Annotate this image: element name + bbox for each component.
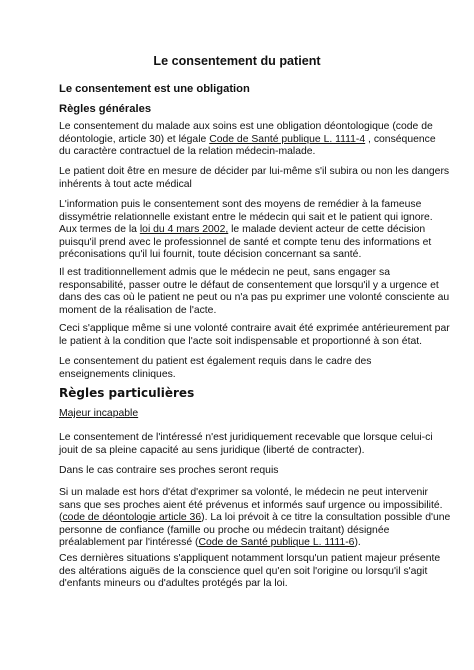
paragraph-3 bbox=[59, 199, 433, 262]
text-line: préalablement par l'intéressé (Code de Santé publique L. 1111-6). bbox=[59, 537, 361, 548]
text-line: jouit de sa pleine capacité au sens juridique (liberté de contracter). bbox=[59, 444, 365, 456]
text-line: le patient à la condition que l'acte soit indispensable et proportionné à son état. bbox=[59, 335, 423, 347]
paragraph-5 bbox=[59, 323, 450, 348]
text-line: préconisations qu'il lui fournit, toute décision concernant sa santé. bbox=[59, 249, 362, 260]
text-line: Il est traditionnellement admis que le médecin ne peut, sans engager sa bbox=[59, 267, 390, 278]
text-line: Aux termes de la loi du 4 mars 2002, le malade devient acteur de cette décision bbox=[59, 224, 426, 235]
text-line: dissymétrie relationnelle existant entre le médecin qui sait et le patient qui ignore. bbox=[59, 211, 433, 223]
paragraph-6 bbox=[59, 356, 429, 381]
heading-obligation: Le consentement est une obligation bbox=[59, 83, 250, 95]
reference-link[interactable]: code de déontologie article 36 bbox=[62, 512, 202, 523]
paragraph-2 bbox=[59, 166, 450, 191]
subheading-majeur-incapable: Majeur incapable bbox=[59, 408, 139, 419]
paragraph-9 bbox=[59, 487, 451, 550]
text-line: sans que ses proches aient été prévenus et informés sauf urgence ou impossibilité. bbox=[59, 499, 443, 511]
text-line: inhérents à tout acte médical bbox=[59, 178, 192, 190]
reference-link[interactable]: loi du 4 mars 2002, bbox=[139, 224, 229, 235]
text-line: Le patient doit être en mesure de décider par lui-même s'il subira ou non les dangers bbox=[59, 166, 450, 177]
text-line: responsabilité, passer outre le défaut de consentement que lorsqu'il y a urgence et bbox=[59, 279, 439, 291]
text-line: (code de déontologie article 36). La loi prévoit à ce titre la consultation possible d'une bbox=[59, 512, 451, 523]
text-line: L'information puis le consentement sont des moyens de remédier à la fameuse bbox=[59, 199, 422, 210]
text-line: d'enfants mineurs ou d'adultes protégés par la loi. bbox=[59, 578, 288, 589]
reference-link[interactable]: Code de Santé publique L. 1111-6 bbox=[198, 537, 355, 548]
reference-link[interactable]: Code de Santé publique L. 1111-4 bbox=[209, 133, 366, 145]
text-line: puisqu'il prend avec le professionnel de santé et compte tenu des informations et bbox=[59, 236, 432, 248]
text-line: Le consentement de l'intéressé n'est juridiquement recevable que lorsque celui-ci bbox=[59, 432, 433, 443]
text-line: des altérations aiguës de la conscience quel qu'en soit l'origine ou lorsqu'il s'agit bbox=[59, 565, 428, 577]
text-line: du caractère contractuel de la relation médecin-malade. bbox=[59, 146, 316, 157]
text-line: moment de la réalisation de l'acte. bbox=[59, 304, 217, 316]
paragraph-4 bbox=[59, 267, 450, 317]
text-line: Ces dernières situations s'appliquent notamment lorsqu'un patient majeur présente bbox=[59, 553, 441, 564]
text-line: personne de confiance (famille ou proche ou médecin traitant) désignée bbox=[59, 524, 390, 536]
heading-special-rules: Règles particulières bbox=[59, 386, 195, 400]
text-line: Si un malade est hors d'état d'exprimer sa volonté, le médecin ne peut intervenir bbox=[59, 487, 428, 498]
paragraph-10 bbox=[59, 553, 441, 591]
paragraph-8 bbox=[59, 465, 429, 478]
heading-general-rules: Règles générales bbox=[59, 103, 152, 115]
paragraph-7 bbox=[59, 432, 433, 457]
text-line: enseignements cliniques. bbox=[59, 368, 176, 380]
text-line: déontologie, article 30) et légale Code de Santé publique L. 1111-4 , conséquence bbox=[59, 133, 436, 145]
paragraph-1 bbox=[59, 121, 436, 159]
text-line: Le consentement du malade aux soins est une obligation déontologique (code de bbox=[59, 121, 433, 132]
text-line: dans des cas où le patient ne peut ou n'a pas pu exprimer une volonté consciente au bbox=[59, 292, 450, 303]
page-title: Le consentement du patient bbox=[153, 54, 321, 68]
text-line: Le consentement du patient est également requis dans le cadre des bbox=[59, 356, 372, 367]
text-line: Ceci s'applique même si une volonté contraire avait été exprimée antérieurement par bbox=[59, 323, 450, 334]
text-line: Dans le cas contraire ses proches seront requis bbox=[59, 465, 279, 476]
